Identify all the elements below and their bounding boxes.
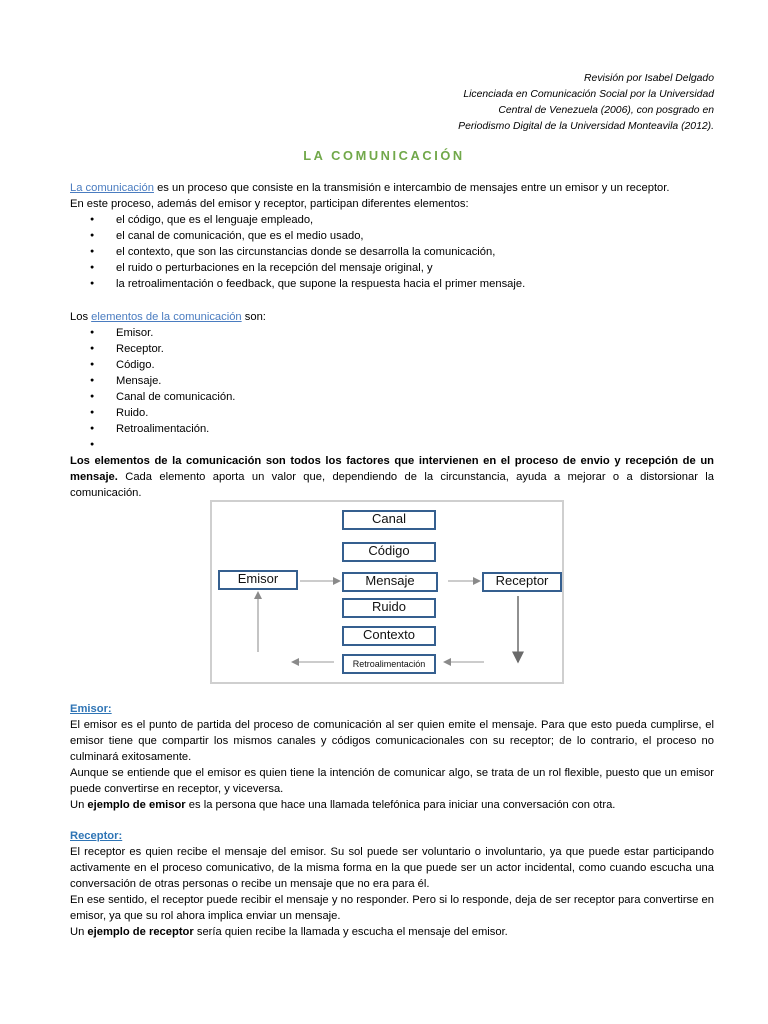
example-prefix: Un (70, 926, 88, 938)
comunicacion-link[interactable]: La comunicación (70, 182, 154, 194)
credit-line: Revisión por Isabel Delgado (584, 73, 714, 84)
box-codigo: Código (342, 542, 436, 562)
receptor-heading (70, 828, 714, 844)
elementos-link[interactable]: elementos de la comunicación (91, 311, 242, 323)
emisor-paragraph: Aunque se entiende que el emisor es quien tiene la intención de comunicar algo, se trata de un rol flexible, puesto que un emisor puede convertirse en receptor, y viceversa. (70, 767, 714, 795)
emisor-heading-text: Emisor: (70, 703, 112, 715)
intro-list (70, 212, 714, 292)
receptor-paragraph: En ese sentido, el receptor puede recibir el mensaje y no responder. Pero si lo responde, deja de ser receptor para convertirse en emisor, ya que su rol ahora implica enviar un mensaje. (70, 894, 714, 922)
example-bold: ejemplo de receptor (87, 926, 194, 938)
box-canal: Canal (342, 510, 436, 530)
example-rest: sería quien recibe la llamada y escucha el mensaje del emisor. (193, 926, 508, 938)
list-item: ● el contexto, que son las circunstancias donde se desarrolla la comunicación, (70, 244, 714, 260)
emisor-section (70, 701, 714, 813)
example-bold: ejemplo de emisor (87, 799, 186, 811)
elements-intro (70, 309, 714, 325)
page-title: LA COMUNICACIÓN (303, 148, 465, 163)
list-item: ● Mensaje. (70, 373, 714, 389)
list-item: ● el ruido o perturbaciones en la recepción del mensaje original, y (70, 260, 714, 276)
elements-list (70, 325, 714, 453)
list-item: ● Canal de comunicación. (70, 389, 714, 405)
box-retroalimentacion: Retroalimentación (342, 654, 436, 674)
example-prefix: Un (70, 799, 88, 811)
author-credits (458, 71, 714, 135)
list-item: ● la retroalimentación o feedback, que supone la respuesta hacia el primer mensaje. (70, 276, 714, 292)
list-item: ● Emisor. (70, 325, 714, 341)
summary-rest: Cada elemento aporta un valor que, dependiendo de la circunstancia, ayuda a mejorar o a distorsionar la comunicación. (70, 471, 714, 499)
receptor-paragraph: El receptor es quien recibe el mensaje del emisor. Su sol puede ser voluntario o involuntario, ya que puede estar participando activamente en el proceso comunicativo, de la misma forma en la que puede ser un actor incidental, como cuando escucha una conversación de otras personas o recibe un mensaje que no era para él. (70, 846, 714, 890)
list-item: ● Receptor. (70, 341, 714, 357)
intro-line2: En este proceso, además del emisor y receptor, participan diferentes elementos: (70, 198, 469, 210)
example-rest: es la persona que hace una llamada telefónica para iniciar una conversación con otra. (185, 799, 616, 811)
emisor-heading (70, 701, 714, 717)
elements-section (70, 309, 714, 501)
receptor-section (70, 828, 714, 940)
list-item (70, 437, 714, 453)
box-receptor: Receptor (482, 572, 562, 592)
list-item: ● Retroalimentación. (70, 421, 714, 437)
box-contexto: Contexto (342, 626, 436, 646)
list-item: ● Ruido. (70, 405, 714, 421)
elements-suffix: son: (241, 311, 266, 323)
receptor-heading-text: Receptor: (70, 830, 123, 842)
box-ruido: Ruido (342, 598, 436, 618)
intro-text: es un proceso que consiste en la transmisión e intercambio de mensajes entre un emisor y un receptor. (153, 182, 670, 194)
emisor-example (70, 797, 714, 813)
intro-paragraph (70, 180, 714, 196)
communication-diagram (210, 500, 564, 684)
emisor-paragraph: El emisor es el punto de partida del proceso de comunicación al ser quien emite el mensaje. Para que esto pueda cumplirse, el emisor tiene que compartir los mismos canales y códigos comunicacionales con su receptor; de lo contrario, el proceso no culminará exitosamente. (70, 719, 714, 763)
credit-line: Licenciada en Comunicación Social por la Universidad (463, 89, 714, 100)
credit-line: Central de Venezuela (2006), con posgrado en (498, 105, 714, 116)
list-item: ● el canal de comunicación, que es el medio usado, (70, 228, 714, 244)
box-mensaje: Mensaje (342, 572, 438, 592)
elements-prefix: Los (70, 311, 92, 323)
elements-summary (70, 453, 714, 501)
credit-line: Periodismo Digital de la Universidad Monteavila (2012). (458, 121, 714, 132)
intro-section (70, 180, 714, 292)
list-item: ● Código. (70, 357, 714, 373)
summary-bold: Los elementos de la comunicación son todos los factores que intervienen en el proceso de envio y recepción de un mensaje. (70, 455, 714, 483)
receptor-example (70, 924, 714, 940)
list-item: ● el código, que es el lenguaje empleado, (70, 212, 714, 228)
box-emisor: Emisor (218, 570, 298, 590)
